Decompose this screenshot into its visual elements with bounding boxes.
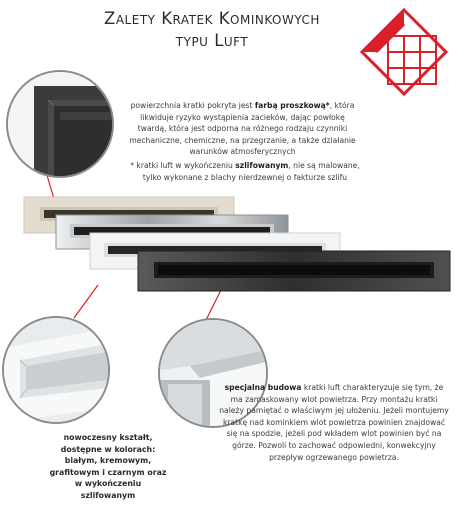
coating-rest: , która likwiduje ryzyko wystąpienia zacieków, dając powłokę twardą, która jest odporna na różnego rodzaju czynniki mechaniczne, chemiczne, na przegrzanie, a także działanie warunków atmosferycznych	[129, 101, 356, 157]
ground-finish-note	[125, 160, 365, 183]
coating-description	[125, 100, 360, 158]
grille-dark	[138, 251, 450, 291]
construction-rest: kratki luft charakteryzuje się tym, że ma zamaskowany wlot powietrza. Przy montażu kratki należy pamiętać o właściwym jej ułożeniu. Jeżeli montujemy kratkę nad kominkiem wlot powietrza powinien znajdować się na spodzie, jeżeli pod wkładem wlot powinien być na górze. Pozwoli to zachować odpowiedni, konwekcyjny przepływ ogrzewanego powietrza.	[219, 383, 449, 462]
construction-bold: specjalna budowa	[224, 383, 302, 392]
ground-bold: szlifowanym	[235, 161, 289, 170]
ground-prefix: * kratki luft w wykończeniu	[130, 161, 236, 170]
construction-description	[218, 382, 450, 463]
coating-prefix: powierzchnia kratki pokryta jest	[130, 101, 255, 110]
page-title-line-2: typu Luft	[175, 31, 249, 50]
shape-description: nowoczesny kształt, dostępne w kolorach: białym, kremowym, grafitowym i czarnym oraz w wykończeniu szlifowanym	[49, 433, 167, 500]
coating-bold: farbą proszkową*	[254, 101, 330, 110]
shape-closeup	[2, 316, 110, 424]
red-wireframe-house-icon	[358, 6, 450, 98]
ground-rest: , nie są malowane, tylko wykonane z blachy nierdzewnej o fakturze szlifu	[142, 161, 360, 182]
coating-closeup	[6, 70, 114, 178]
grille-stack	[0, 185, 455, 310]
page-title-line-1: Zalety Kratek Kominkowych	[104, 9, 320, 28]
